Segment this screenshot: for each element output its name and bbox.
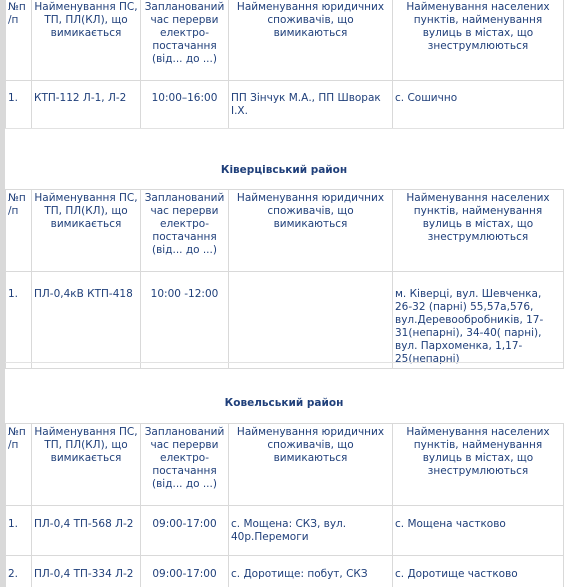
row-time: 10:00–16:00 bbox=[141, 81, 229, 129]
row-settlements: с. Доротище частково bbox=[393, 556, 564, 587]
row-substation: ПЛ-0,4 ТП-334 Л-2 bbox=[32, 556, 141, 587]
header-num: №п/п bbox=[6, 424, 32, 506]
outage-table-3 bbox=[5, 423, 564, 587]
header-legal: Найменування юридичних споживачів, що вимикаються bbox=[229, 424, 393, 506]
row-legal: ПП Зінчук М.А., ПП Шворак І.Х. bbox=[229, 81, 393, 129]
table-header-row bbox=[6, 0, 564, 81]
row-legal bbox=[229, 272, 393, 369]
row-time: 09:00-17:00 bbox=[141, 556, 229, 587]
header-legal: Найменування юридичних споживачів, що вимикаються bbox=[229, 190, 393, 272]
row-num: 1. bbox=[6, 506, 32, 556]
district-heading: Ківерцівський район bbox=[220, 164, 348, 176]
row-legal: с. Доротище: побут, СКЗ bbox=[229, 556, 393, 587]
row-num: 2. bbox=[6, 556, 32, 587]
header-settlements: Найменування населених пунктів, найменування вулиць в містах, що знеструмлюються bbox=[393, 0, 564, 81]
row-settlements: м. Ківерці, вул. Шевченка, 26-32 (парні) 55,57а,576, вул.Деревообробників, 17-31(непарні), 34-40( парні), вул. Пархоменка, 1,17-25(непарні) bbox=[393, 272, 564, 369]
outage-table-2 bbox=[5, 189, 564, 369]
table-row bbox=[6, 272, 564, 369]
table-row bbox=[6, 81, 564, 129]
row-time: 09:00-17:00 bbox=[141, 506, 229, 556]
row-time: 10:00 -12:00 bbox=[141, 272, 229, 369]
table-row bbox=[6, 556, 564, 587]
header-substation: Найменування ПС, ТП, ПЛ(КЛ), що вимикається bbox=[32, 0, 141, 81]
table-header-row bbox=[6, 190, 564, 272]
row-legal: с. Мощена: СКЗ, вул. 40р.Перемоги bbox=[229, 506, 393, 556]
row-substation: ПЛ-0,4кВ КТП-418 bbox=[32, 272, 141, 369]
section-divider bbox=[5, 362, 563, 363]
district-heading: Ковельський район bbox=[224, 397, 344, 409]
header-substation: Найменування ПС, ТП, ПЛ(КЛ), що вимикається bbox=[32, 424, 141, 506]
outage-table-1 bbox=[5, 0, 564, 129]
row-substation: КТП-112 Л-1, Л-2 bbox=[32, 81, 141, 129]
row-num: 1. bbox=[6, 81, 32, 129]
table-row bbox=[6, 506, 564, 556]
row-settlements: с. Сошично bbox=[393, 81, 564, 129]
header-time: Запланований час перерви електро-постачання (від... до ...) bbox=[141, 190, 229, 272]
row-num: 1. bbox=[6, 272, 32, 369]
header-settlements: Найменування населених пунктів, найменування вулиць в містах, що знеструмлюються bbox=[393, 424, 564, 506]
header-substation: Найменування ПС, ТП, ПЛ(КЛ), що вимикається bbox=[32, 190, 141, 272]
section-divider bbox=[5, 128, 563, 129]
table-header-row bbox=[6, 424, 564, 506]
header-settlements: Найменування населених пунктів, найменування вулиць в містах, що знеструмлюються bbox=[393, 190, 564, 272]
row-substation: ПЛ-0,4 ТП-568 Л-2 bbox=[32, 506, 141, 556]
header-num: №п/п bbox=[6, 190, 32, 272]
header-num: №п/п bbox=[6, 0, 32, 81]
row-settlements: с. Мощена частково bbox=[393, 506, 564, 556]
header-time: Запланований час перерви електро-постачання (від... до ...) bbox=[141, 424, 229, 506]
header-time: Запланований час перерви електро-постачання (від... до ...) bbox=[141, 0, 229, 81]
header-legal: Найменування юридичних споживачів, що вимикаються bbox=[229, 0, 393, 81]
